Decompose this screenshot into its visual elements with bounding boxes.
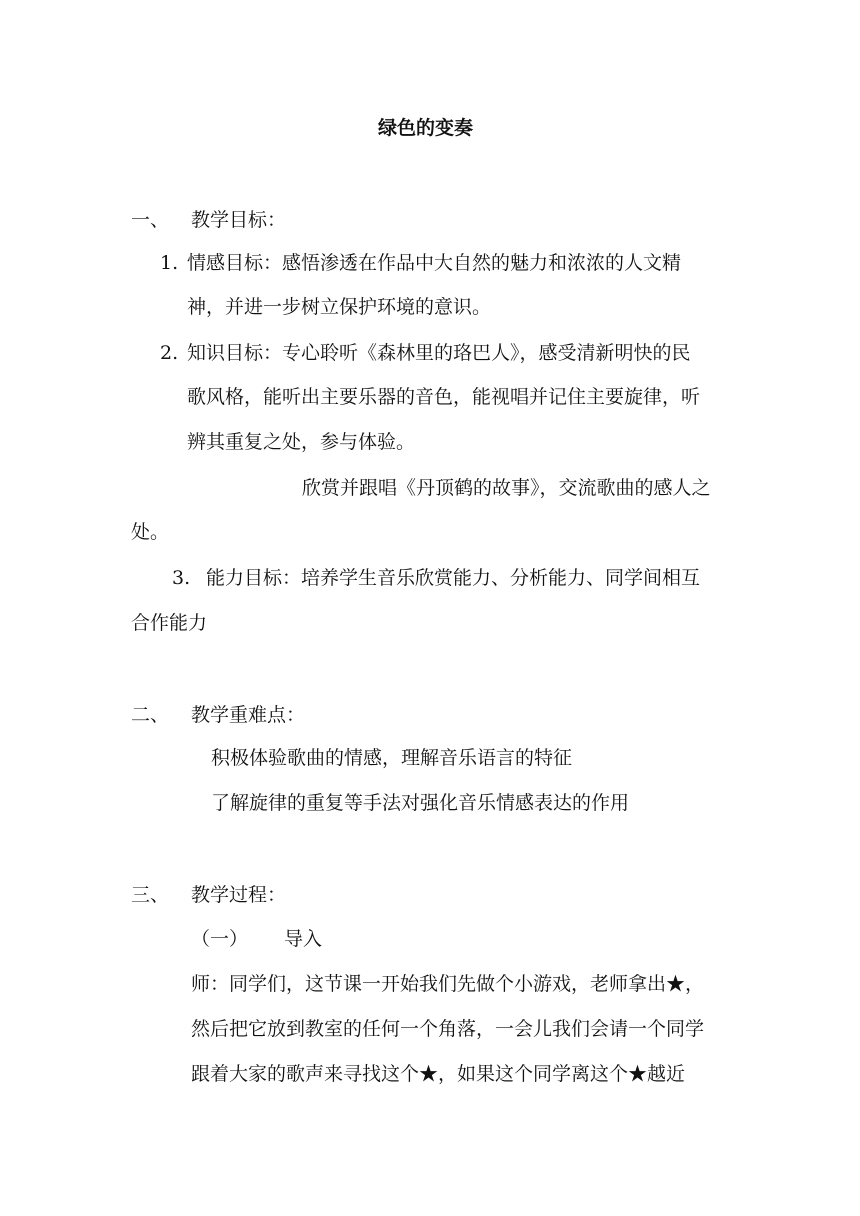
section-3-number: 三、 bbox=[131, 884, 170, 906]
key-point-2: 了解旋律的重复等手法对强化音乐情感表达的作用 bbox=[211, 792, 630, 814]
key-point-1: 积极体验歌曲的情感，理解音乐语言的特征 bbox=[211, 747, 573, 769]
item-3-line-2: 合作能力 bbox=[131, 612, 208, 634]
paragraph-line-2: 然后把它放到教室的任何一个角落，一会儿我们会请一个同学 bbox=[191, 1018, 705, 1040]
section-3-heading: 教学过程： bbox=[191, 884, 287, 906]
document-title: 绿色的变奏 bbox=[378, 117, 474, 139]
extra-line-2: 处。 bbox=[131, 521, 170, 543]
item-2-number: 2. bbox=[160, 342, 179, 364]
paragraph-line-1: 师：同学们，这节课一开始我们先做个小游戏，老师拿出★， bbox=[191, 973, 705, 995]
subsection-number: （一） bbox=[191, 928, 249, 950]
item-1-line-2: 神，并进一步树立保护环境的意识。 bbox=[187, 296, 492, 318]
section-2-number: 二、 bbox=[131, 704, 170, 726]
section-1-number: 一、 bbox=[131, 209, 170, 231]
subsection-label: 导入 bbox=[284, 928, 323, 950]
item-2-line-3: 辨其重复之处，参与体验。 bbox=[187, 431, 416, 453]
item-3-number: 3. bbox=[172, 567, 191, 589]
paragraph-line-3: 跟着大家的歌声来寻找这个★，如果这个同学离这个★越近 bbox=[191, 1063, 686, 1085]
section-1-heading: 教学目标： bbox=[191, 209, 287, 231]
extra-line-1: 欣赏并跟唱《丹顶鹤的故事》，交流歌曲的感人之 bbox=[302, 477, 711, 499]
item-2-line-1: 知识目标：专心聆听《森林里的珞巴人》，感受清新明快的民 bbox=[187, 342, 691, 364]
item-1-line-1: 情感目标：感悟渗透在作品中大自然的魅力和浓浓的人文精 bbox=[187, 252, 682, 274]
section-2-heading: 教学重难点： bbox=[191, 704, 306, 726]
item-1-number: 1. bbox=[160, 252, 179, 274]
item-3-line-1: 能力目标：培养学生音乐欣赏能力、分析能力、同学间相互 bbox=[206, 567, 701, 589]
item-2-line-2: 歌风格，能听出主要乐器的音色，能视唱并记住主要旋律，听 bbox=[187, 386, 701, 408]
